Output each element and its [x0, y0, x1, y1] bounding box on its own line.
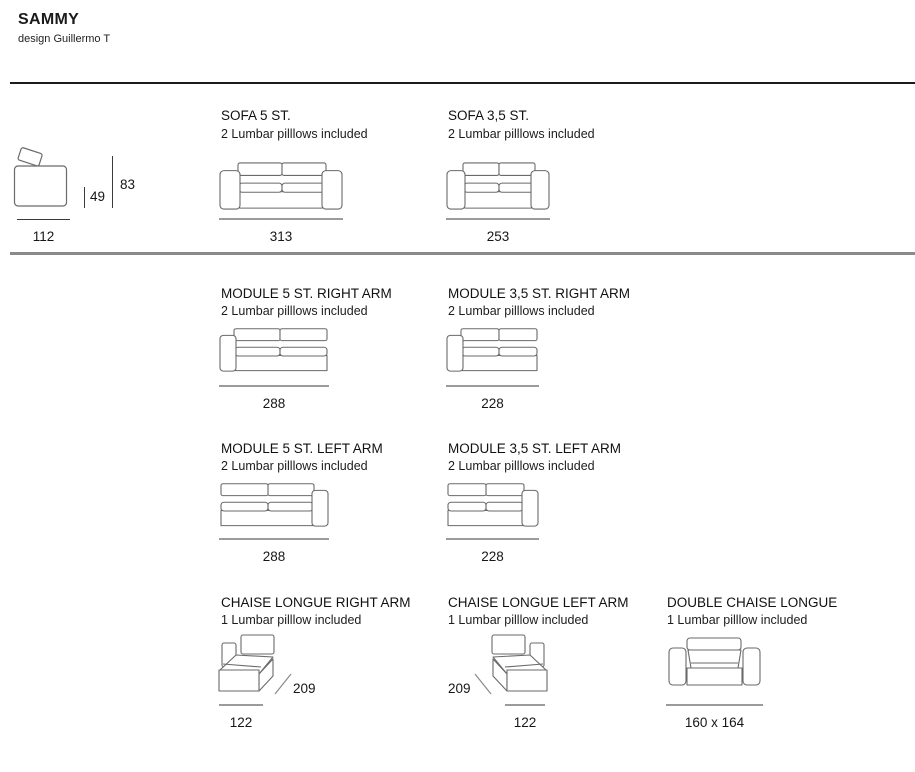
product-title: MODULE 3,5 ST. RIGHT ARM [448, 286, 631, 301]
product-cell-sofa-35st [448, 108, 595, 141]
product-title: CHAISE LONGUE LEFT ARM [448, 595, 629, 610]
seat-height-value: 49 [90, 189, 106, 204]
measure-line [219, 704, 263, 706]
sofa-35st-front-drawing [446, 161, 550, 211]
product-cell-chaise-right [221, 595, 411, 627]
width-dimension: 122 [513, 715, 537, 730]
product-subtitle: 2 Lumbar pilllows included [221, 459, 368, 473]
page-title: SAMMY [18, 11, 80, 28]
product-title: DOUBLE CHAISE LONGUE [667, 595, 838, 610]
product-title: CHAISE LONGUE RIGHT ARM [221, 595, 411, 610]
width-dimension: 313 [269, 229, 293, 244]
product-subtitle: 2 Lumbar pilllows included [448, 127, 595, 141]
width-dimension: 228 [481, 549, 504, 564]
designer-credit: design Guillermo T [18, 33, 111, 45]
width-dimension: 228 [481, 396, 504, 411]
chaise-longue-right-arm-drawing [217, 634, 279, 694]
product-subtitle: 1 Lumbar pilllow included [667, 613, 808, 627]
product-title: SOFA 3,5 ST. [448, 108, 530, 123]
product-cell-module-5st-right [221, 286, 392, 318]
module-5st-right-arm-drawing [219, 328, 329, 372]
divider-section [10, 252, 915, 255]
module-5st-left-arm-drawing [219, 483, 329, 527]
measure-line [446, 538, 539, 540]
product-title: MODULE 5 ST. LEFT ARM [221, 441, 383, 456]
width-dimension: 253 [486, 229, 510, 244]
product-subtitle: 2 Lumbar pilllows included [221, 127, 368, 141]
dim-line-seat-height [84, 187, 85, 208]
product-title: MODULE 3,5 ST. LEFT ARM [448, 441, 622, 456]
measure-line [666, 704, 763, 706]
divider-top [10, 82, 915, 84]
product-subtitle: 2 Lumbar pilllows included [448, 304, 595, 318]
product-cell-chaise-left [448, 595, 629, 627]
product-cell-module-35st-right [448, 286, 631, 318]
sofa-side-view-drawing [13, 147, 75, 209]
double-chaise-longue-drawing [666, 635, 763, 695]
product-subtitle: 2 Lumbar pilllows included [221, 304, 368, 318]
product-subtitle: 1 Lumbar pilllow included [221, 613, 362, 627]
depth-dimension: 209 [293, 681, 316, 696]
product-cell-module-35st-left [448, 441, 622, 473]
dim-line-depth [17, 219, 70, 220]
dim-line-total-height [112, 156, 113, 208]
product-cell-double-chaise [667, 595, 838, 627]
total-height-value: 83 [120, 177, 136, 192]
module-35st-right-arm-drawing [446, 328, 539, 372]
width-dimension: 288 [262, 549, 286, 564]
measure-line [219, 218, 343, 220]
chaise-longue-left-arm-drawing [487, 634, 549, 694]
width-dimension: 288 [262, 396, 286, 411]
width-dimension: 122 [229, 715, 253, 730]
diagonal-depth-line [273, 672, 295, 696]
depth-dimension: 209 [448, 681, 471, 696]
width-dimension: 160 x 164 [684, 715, 745, 730]
product-subtitle: 1 Lumbar pilllow included [448, 613, 589, 627]
product-subtitle: 2 Lumbar pilllows included [448, 459, 595, 473]
product-cell-module-5st-left [221, 441, 383, 473]
sofa-5st-front-drawing [219, 161, 343, 211]
measure-line [446, 385, 539, 387]
measure-line [219, 385, 329, 387]
measure-line [219, 538, 329, 540]
depth-value: 112 [32, 229, 55, 244]
product-title: SOFA 5 ST. [221, 108, 291, 123]
product-title: MODULE 5 ST. RIGHT ARM [221, 286, 392, 301]
measure-line [446, 218, 550, 220]
measure-line [505, 704, 545, 706]
product-cell-sofa-5st [221, 108, 368, 141]
module-35st-left-arm-drawing [446, 483, 539, 527]
